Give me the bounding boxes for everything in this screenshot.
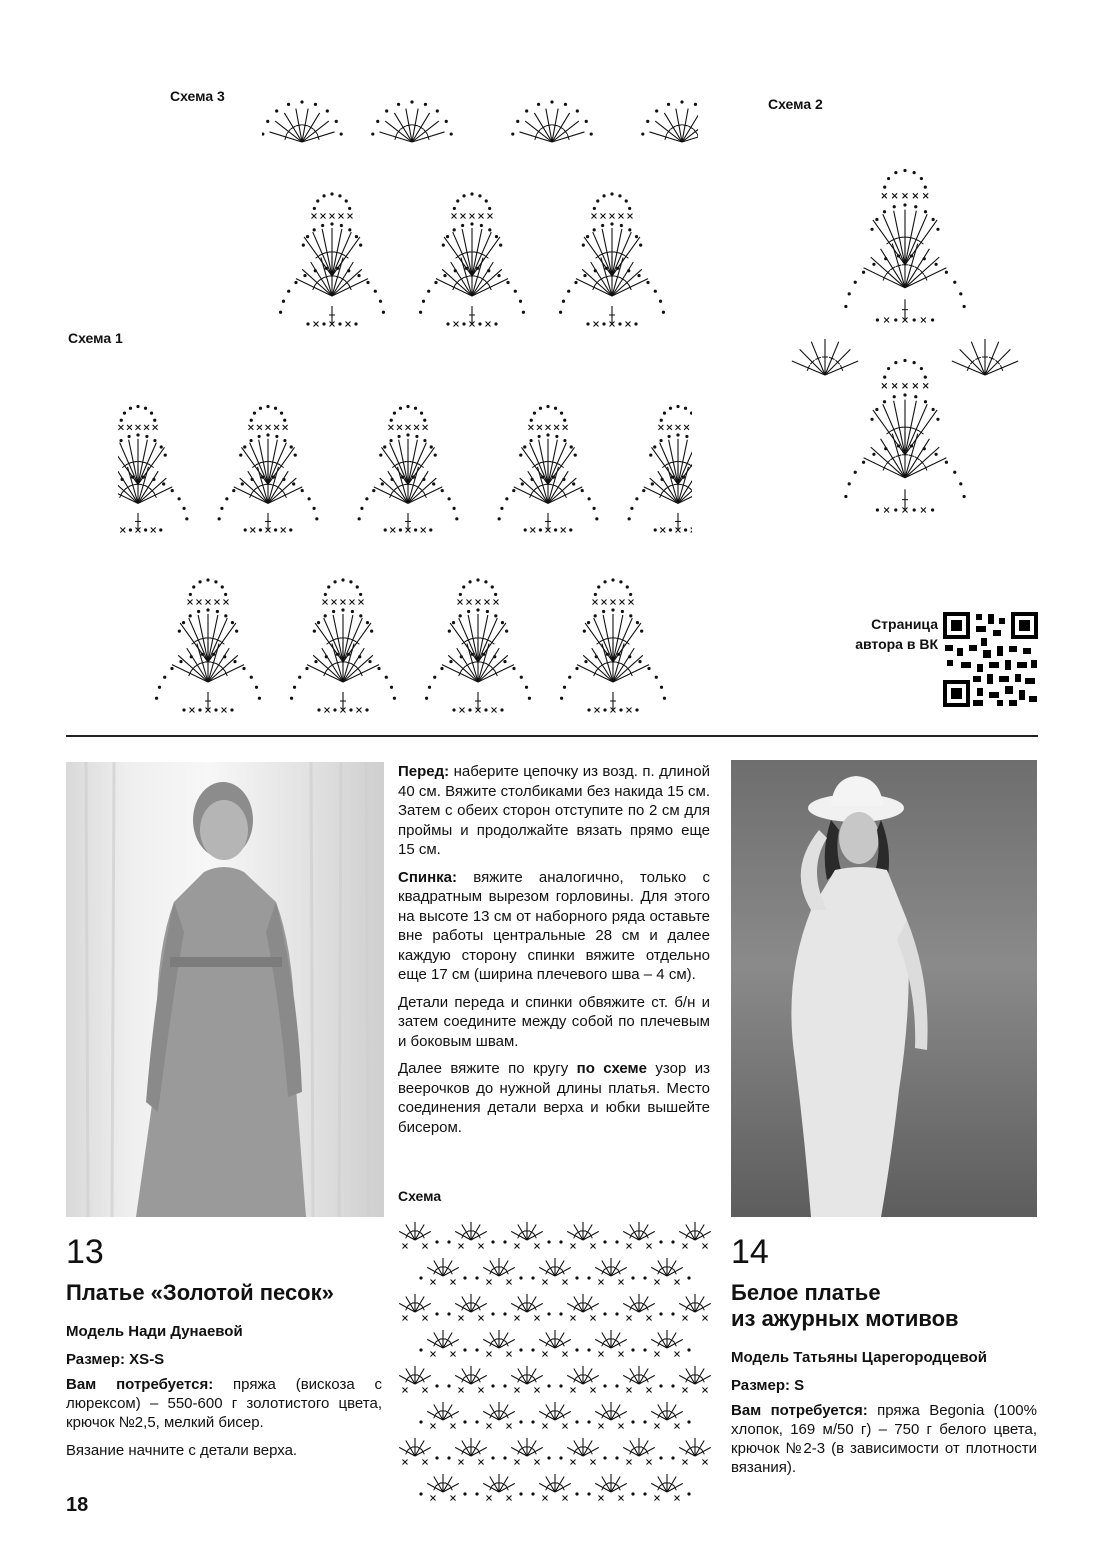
mini-fan	[587, 1402, 634, 1429]
model-14-title-line1: Белое платье	[731, 1280, 881, 1305]
model-13-need-label: Вам потребуется:	[66, 1376, 214, 1393]
mini-fan	[503, 1366, 550, 1393]
fan-motif	[279, 192, 385, 326]
mini-fan	[447, 1222, 494, 1249]
fan-motif	[425, 578, 531, 712]
model-14-need-label: Вам потребуется:	[731, 1402, 868, 1419]
mini-fan	[587, 1474, 634, 1501]
mini-fan	[419, 1330, 466, 1357]
scheme-1-label: Схема 1	[68, 330, 123, 346]
mini-fan	[671, 1222, 713, 1249]
mini-fan	[447, 1366, 494, 1393]
mini-fan	[475, 1258, 522, 1285]
page-number: 18	[66, 1494, 89, 1516]
model-13-title: Платье «Золотой песок»	[66, 1280, 334, 1305]
fan-motif	[155, 578, 261, 712]
mini-fan	[531, 1330, 578, 1357]
mini-fan	[643, 1330, 690, 1357]
instructions-back	[398, 868, 710, 985]
fan-motif	[559, 192, 665, 326]
mini-fan	[643, 1402, 690, 1429]
fan-motif	[844, 359, 965, 513]
mini-fan	[671, 1366, 713, 1393]
section-divider	[66, 735, 1038, 737]
mini-fan	[395, 1222, 439, 1249]
model-13-requirements	[66, 1375, 382, 1432]
mini-fan	[419, 1258, 466, 1285]
mini-fan	[531, 1474, 578, 1501]
mini-fan	[447, 1294, 494, 1321]
qr-caption	[818, 614, 938, 654]
fan-motif	[498, 405, 599, 533]
back-text: вяжите аналогично, только с квадратным вырезом горловины. Для этого на высоте 13 см от наборного ряда оставьте вне работы центральные 28 см и далее каждую сторону спинки вяжите отдельно еще 17 см (ширина плечевого шва – 4 см).	[398, 868, 710, 983]
model-14-title-line2: из ажурных мотивов	[731, 1306, 959, 1331]
photo-dress-golden-sand	[66, 762, 384, 1217]
model-14-author: Модель Татьяны Царегородцевой	[731, 1349, 987, 1366]
mini-fan	[587, 1258, 634, 1285]
instructions-join: Детали переда и спинки обвяжите ст. б/н и затем соедините между собой по плечевым и боковым швам.	[398, 993, 710, 1050]
mini-fan	[447, 1438, 494, 1465]
crochet-chart-scheme-2	[765, 125, 1047, 520]
mini-fan	[615, 1222, 662, 1249]
qr-caption-line1: Страница	[871, 616, 938, 632]
mini-fan	[559, 1294, 606, 1321]
mini-fan	[615, 1366, 662, 1393]
mini-fan	[615, 1294, 662, 1321]
mini-fan	[643, 1474, 690, 1501]
round-bold: по схеме	[576, 1060, 647, 1077]
fan-motif	[290, 578, 396, 712]
scheme-2-label: Схема 2	[768, 96, 823, 112]
mini-fan	[671, 1294, 713, 1321]
qr-caption-line2: автора в ВК	[855, 636, 938, 652]
fan-motif	[560, 578, 666, 712]
model-13-need-text: пряжа (вискоза с люрексом) – 550-600 г золотистого цвета, крючок №2,5, мелкий бисер.	[66, 1376, 382, 1431]
mini-fan	[475, 1474, 522, 1501]
mini-fan	[559, 1222, 606, 1249]
round-pre: Далее вяжите по кругу	[398, 1060, 577, 1077]
mini-fan	[559, 1366, 606, 1393]
mini-fan	[531, 1402, 578, 1429]
fan-motif	[628, 405, 692, 533]
mini-fan	[395, 1366, 439, 1393]
model-13-start: Вязание начните с детали верха.	[66, 1442, 298, 1459]
fan-motif	[118, 405, 188, 533]
model-14-number: 14	[731, 1233, 769, 1271]
model-13-size: Размер: XS-S	[66, 1351, 165, 1368]
model-13-number: 13	[66, 1233, 104, 1271]
model-14-need-text: пряжа Begonia (100% хлопок, 169 м/50 г) – 750 г белого цвета, крючок №2-3 (в зависимости от плотности вязания).	[731, 1402, 1037, 1476]
mini-fan	[671, 1438, 713, 1465]
mini-fan	[475, 1330, 522, 1357]
fan-motif	[218, 405, 319, 533]
crochet-chart-scheme-3	[262, 82, 698, 332]
scheme-bottom-label: Схема	[398, 1188, 442, 1204]
instructions-text	[398, 762, 710, 1145]
mini-fan	[503, 1294, 550, 1321]
instructions-front	[398, 762, 710, 860]
instructions-round	[398, 1059, 710, 1137]
round-post: узор из веерочков до нужной длины платья. Место соединения детали верха и юбки вышейте бисером.	[398, 1060, 710, 1136]
mini-fan	[643, 1258, 690, 1285]
fan-motif	[419, 192, 525, 326]
model-14-size: Размер: S	[731, 1377, 805, 1394]
mini-fan	[395, 1294, 439, 1321]
photo-white-lace-dress	[731, 760, 1037, 1217]
mini-fan	[531, 1258, 578, 1285]
mini-fan	[615, 1438, 662, 1465]
mini-fan	[419, 1402, 466, 1429]
crochet-chart-bottom	[395, 1212, 713, 1507]
fan-motif	[844, 169, 965, 323]
mini-fan	[559, 1438, 606, 1465]
mini-fan	[395, 1438, 439, 1465]
mini-fan	[503, 1222, 550, 1249]
model-14-requirements	[731, 1401, 1037, 1477]
mini-fan	[419, 1474, 466, 1501]
front-label: Перед:	[398, 763, 450, 780]
qr-code-icon[interactable]	[943, 612, 1038, 707]
fan-motif	[358, 405, 459, 533]
mini-fan	[587, 1330, 634, 1357]
back-label: Спинка:	[398, 868, 458, 886]
front-text: наберите цепочку из возд. п. длиной 40 см. Вяжите столбиками без накида 15 см. Затем с обеих сторон отступите по 2 см для проймы и продолжайте вязать прямо еще 15 см.	[398, 763, 710, 858]
crochet-chart-scheme-1	[118, 360, 692, 720]
mini-fan	[503, 1438, 550, 1465]
model-13-author: Модель Нади Дунаевой	[66, 1323, 243, 1340]
scheme-3-label: Схема 3	[170, 88, 225, 104]
mini-fan	[475, 1402, 522, 1429]
